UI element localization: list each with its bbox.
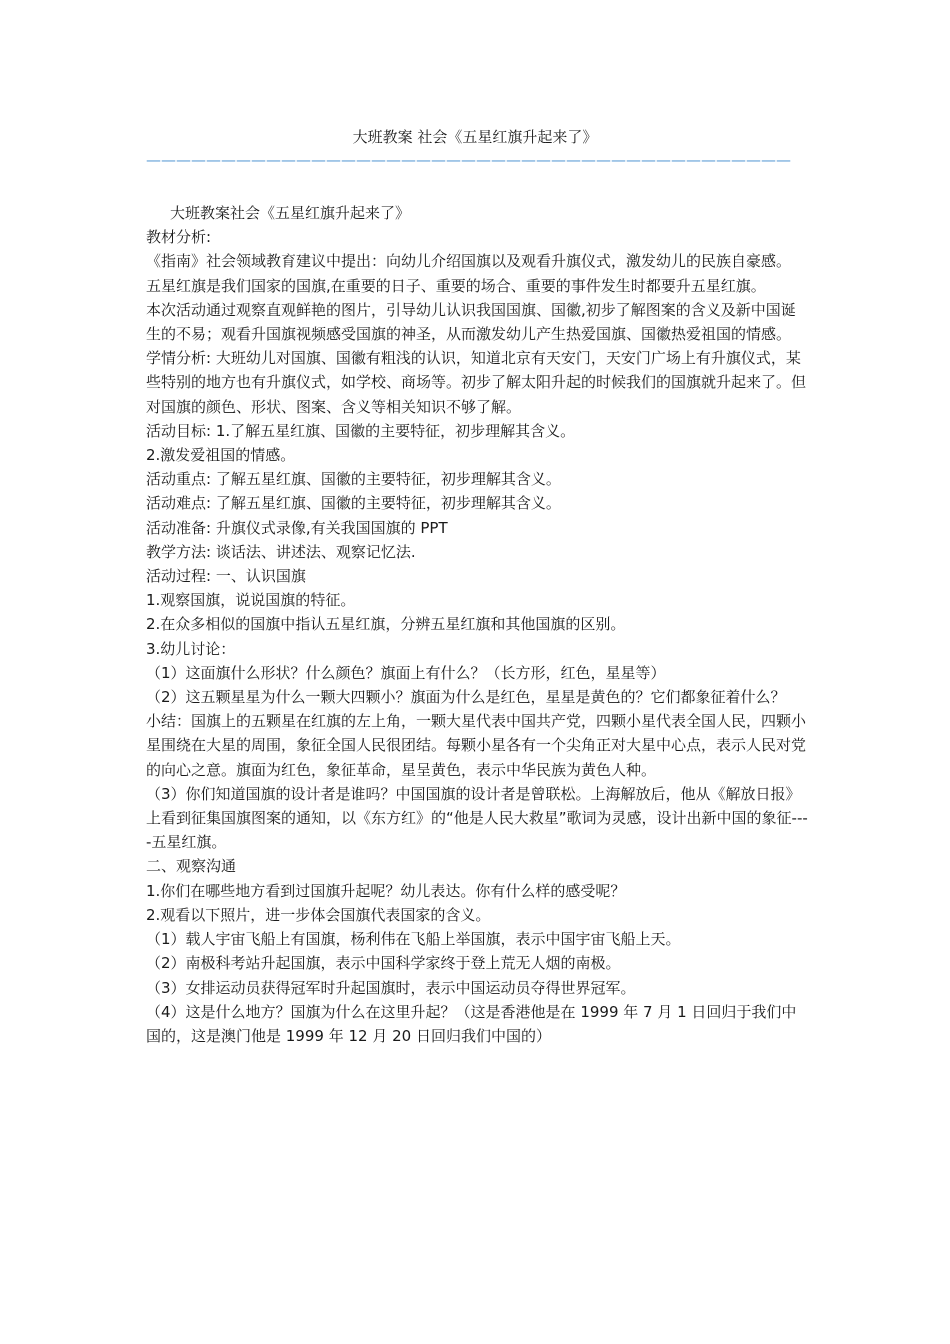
paragraph: 活动过程: 一、认识国旗: [146, 567, 306, 586]
paragraph: 教材分析:: [146, 228, 212, 247]
body-title: 大班教案社会《五星红旗升起来了》: [170, 204, 411, 222]
paragraph: （1）载人宇宙飞船上有国旗，杨利伟在飞船上举国旗，表示中国宇宙飞船上天。: [146, 930, 681, 949]
paragraph: 活动准备: 升旗仪式录像,有关我国国旗的 PPT: [146, 518, 448, 537]
paragraph: 2.激发爱祖国的情感。: [146, 446, 296, 465]
paragraph: （3）女排运动员获得冠军时升起国旗时，表示中国运动员夺得世界冠军。: [146, 978, 636, 997]
paragraph: 《指南》社会领域教育建议中提出：向幼儿介绍国旗以及观看升旗仪式，激发幼儿的民族自豪感。: [146, 252, 792, 271]
header-divider: ———————————————————————————————————————————: [146, 151, 791, 169]
paragraph: 3.幼儿讨论：: [146, 639, 236, 658]
paragraph: 活动重点: 了解五星红旗、国徽的主要特征，初步理解其含义。: [146, 470, 561, 489]
paragraph: （4）这是什么地方？国旗为什么在这里升起？（这是香港他是在 1999 年 7 月 1 日回归于我们中国的，这是澳门他是 1999 年 12 月 20 日回归我们中国的）: [146, 1002, 797, 1045]
header-title: 大班教案 社会《五星红旗升起来了》: [352, 128, 598, 146]
paragraph: 小结：国旗上的五颗星在红旗的左上角，一颗大星代表中国共产党，四颗小星代表全国人民，四颗小星围绕在大星的周围，象征全国人民很团结。每颗小星各有一个尖角正对大星中心点，表示人民对党的向心之意。旗面为红色，象征革命，星呈黄色，表示中华民族为黄色人种。: [146, 712, 807, 779]
paragraph: （1）这面旗什么形状？什么颜色？旗面上有什么？（长方形，红色，星星等）: [146, 663, 666, 682]
paragraph: 学情分析: 大班幼儿对国旗、国徽有粗浅的认识，知道北京有天安门，天安门广场上有升旗仪式，某些特别的地方也有升旗仪式，如学校、商场等。初步了解太阳升起的时候我们的国旗就升起来了。但对国旗的颜色、形状、图案、含义等相关知识不够了解。: [146, 349, 807, 416]
paragraph: 本次活动通过观察直观鲜艳的图片，引导幼儿认识我国国旗、国徽,初步了解图案的含义及新中国诞生的不易；观看升国旗视频感受国旗的神圣，从而激发幼儿产生热爱国旗、国徽热爱祖国的情感。: [146, 300, 796, 344]
paragraph: （2）这五颗星星为什么一颗大四颗小？旗面为什么是红色，星星是黄色的？它们都象征着什么？: [146, 688, 786, 707]
document-body: [146, 201, 810, 1048]
paragraph: 活动目标: 1.了解五星红旗、国徽的主要特征，初步理解其含义。: [146, 421, 576, 440]
paragraph: （3）你们知道国旗的设计者是谁吗？中国国旗的设计者是曾联松。上海解放后，他从《解放日报》上看到征集国旗图案的通知，以《东方红》的“他是人民大救星”歌词为灵感，设计出新中国的象征----五星红旗。: [146, 784, 808, 852]
paragraph: 二、观察沟通: [146, 857, 237, 876]
paragraph: （2）南极科考站升起国旗，表示中国科学家终于登上荒无人烟的南极。: [146, 954, 621, 973]
paragraph: 五星红旗是我们国家的国旗,在重要的日子、重要的场合、重要的事件发生时都要升五星红旗。: [146, 276, 766, 295]
paragraph: 教学方法: 谈话法、讲述法、观察记忆法.: [146, 542, 416, 561]
paragraph: 1.你们在哪些地方看到过国旗升起呢？幼儿表达。你有什么样的感受呢？: [146, 881, 626, 900]
paragraph: 活动难点: 了解五星红旗、国徽的主要特征，初步理解其含义。: [146, 494, 561, 513]
paragraph: 1.观察国旗，说说国旗的特征。: [146, 591, 356, 610]
paragraph: 2.在众多相似的国旗中指认五星红旗，分辨五星红旗和其他国旗的区别。: [146, 615, 626, 634]
paragraph: 2.观看以下照片，进一步体会国旗代表国家的含义。: [146, 905, 491, 924]
